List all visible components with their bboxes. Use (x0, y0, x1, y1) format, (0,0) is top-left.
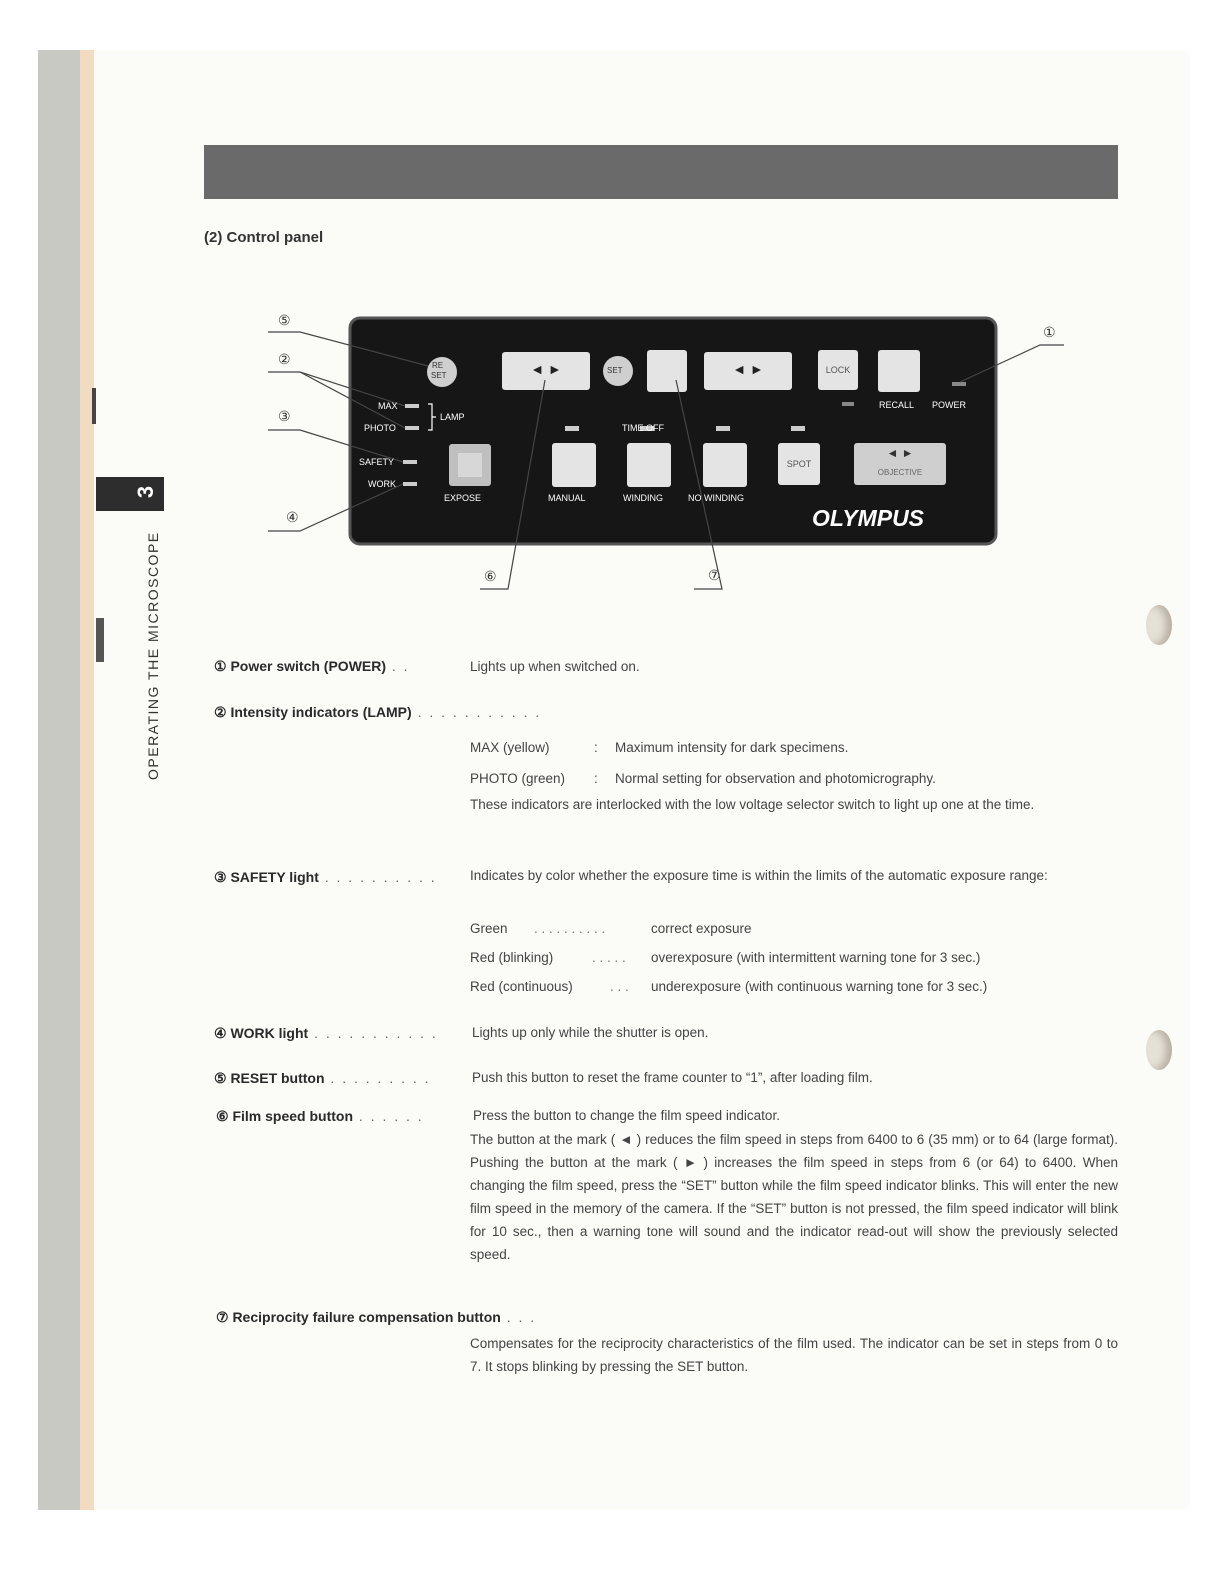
safety-row-dots: . . . . . . . . . . (534, 921, 606, 936)
intensity-max-term: MAX (yellow) (470, 740, 550, 755)
item-reset-text: Push this button to reset the frame counter to “1”, after loading film. (472, 1070, 873, 1085)
callout-1: ① (1043, 324, 1056, 340)
reset-button-label: RE (432, 361, 444, 370)
reciprocity-button (647, 350, 687, 392)
objective-label: OBJECTIVE (877, 468, 923, 477)
callout-3: ③ (278, 408, 291, 424)
work-indicator (403, 482, 417, 486)
callout-2: ② (278, 351, 291, 367)
item-work-label: ④ WORK light . . . . . . . . . . . (214, 1025, 438, 1041)
reset-button-label: SET (431, 371, 447, 380)
binder-hole (1146, 1030, 1172, 1070)
no-winding-button (703, 443, 747, 487)
spot-indicator (791, 426, 805, 431)
film-speed-text: Press the button to change the film speed indicator. (473, 1108, 780, 1123)
safety-row-text: correct exposure (651, 921, 752, 936)
safety-text: Indicates by color whether the exposure time is within the limits of the automatic exposure range: (470, 868, 1048, 883)
safety-row-term: Red (continuous) (470, 979, 573, 994)
max-indicator (405, 404, 419, 408)
no-winding-label: NO WINDING (688, 493, 744, 503)
reciprocity-text: Compensates for the reciprocity characteristics of the film used. The indicator can be set in steps from 0 to 7. It stops blinking by pressing the SET button. (470, 1336, 1118, 1374)
item-film-speed-label: ⑥ Film speed button . . . . . . (216, 1108, 424, 1124)
recall-label: RECALL (879, 400, 915, 410)
item-power-text: Lights up when switched on. (470, 659, 640, 674)
lamp-label: LAMP (440, 412, 465, 422)
control-panel-diagram (0, 0, 1224, 620)
callout-5: ⑤ (278, 312, 291, 328)
film-speed-arrows: ◄ ► (530, 361, 562, 377)
intensity-photo-term: PHOTO (green) (470, 771, 566, 786)
objective-arrows: ◄ ► (886, 446, 914, 460)
intensity-photo-text: Normal setting for observation and photomicrography. (615, 771, 936, 786)
intensity-photo-separator: : (594, 771, 598, 786)
expose-label: EXPOSE (444, 493, 482, 503)
brand-logo: OLYMPUS (812, 505, 925, 531)
power-indicator (952, 382, 966, 386)
photo-indicator (405, 426, 419, 430)
safety-label: SAFETY (359, 457, 395, 467)
callout-6: ⑥ (484, 568, 497, 584)
time-off-indicator-3 (716, 426, 730, 431)
photo-label: PHOTO (364, 423, 396, 433)
manual-button (552, 443, 596, 487)
safety-row-text: underexposure (with continuous warning tone for 3 sec.) (651, 979, 988, 994)
set-button-label: SET (607, 366, 623, 375)
safety-row-dots: . . . (610, 979, 629, 994)
safety-row-dots: . . . . . (592, 950, 626, 965)
callout-7: ⑦ (708, 567, 721, 583)
intensity-note: These indicators are interlocked with the low voltage selector switch to light up one at the time. (470, 797, 1035, 812)
recall-indicator (842, 402, 854, 406)
spot-button-label: SPOT (786, 459, 812, 469)
second-arrows: ◄ ► (732, 361, 764, 377)
safety-indicator (403, 460, 417, 464)
winding-label: WINDING (623, 493, 663, 503)
lock-button-label: LOCK (825, 365, 851, 375)
manual-label: MANUAL (548, 493, 586, 503)
callout-4: ④ (286, 509, 299, 525)
work-label: WORK (368, 479, 396, 489)
time-off-label: TIME OFF (622, 423, 664, 433)
margin-mark (96, 618, 104, 662)
chapter-title: OPERATING THE MICROSCOPE (145, 531, 161, 780)
winding-button (627, 443, 671, 487)
power-label: POWER (932, 400, 967, 410)
item-reset-label: ⑤ RESET button . . . . . . . . . (214, 1070, 431, 1086)
item-power-label: ① Power switch (POWER) . . (214, 658, 410, 674)
item-safety-label: ③ SAFETY light . . . . . . . . . . (214, 869, 437, 885)
safety-row-term: Red (blinking) (470, 950, 554, 965)
film-speed-detail: The button at the mark ( ◄ ) reduces the film speed in steps from 6400 to 6 (35 mm) or to 64 (large format). Pushing the button at the mark ( ► ) increases the film speed in steps from 6 (or 64) to 6400. When changing the film speed, press the “SET” button while the film speed indicator blinks. This will enter the new film speed in the memory of the camera. If the “SET” button is not pressed, the film speed indicator will blink for 10 sec., then a warning tone will sound and the indicator read-out will show the previously selected speed. (470, 1132, 1118, 1262)
intensity-max-separator: : (594, 740, 598, 755)
time-off-indicator-1 (565, 426, 579, 431)
safety-row-term: Green (470, 921, 508, 936)
section-heading: (2) Control panel (204, 229, 324, 246)
intensity-max-text: Maximum intensity for dark specimens. (615, 740, 849, 755)
recall-button (878, 350, 920, 392)
safety-row-text: overexposure (with intermittent warning tone for 3 sec.) (651, 950, 981, 965)
max-label: MAX (378, 401, 398, 411)
item-intensity-label: ② Intensity indicators (LAMP) . . . . . . . . . . . (214, 704, 542, 720)
chapter-number: 3 (133, 485, 158, 499)
item-reciprocity-label: ⑦ Reciprocity failure compensation button . . . (216, 1309, 537, 1325)
item-work-text: Lights up only while the shutter is open. (472, 1025, 709, 1040)
